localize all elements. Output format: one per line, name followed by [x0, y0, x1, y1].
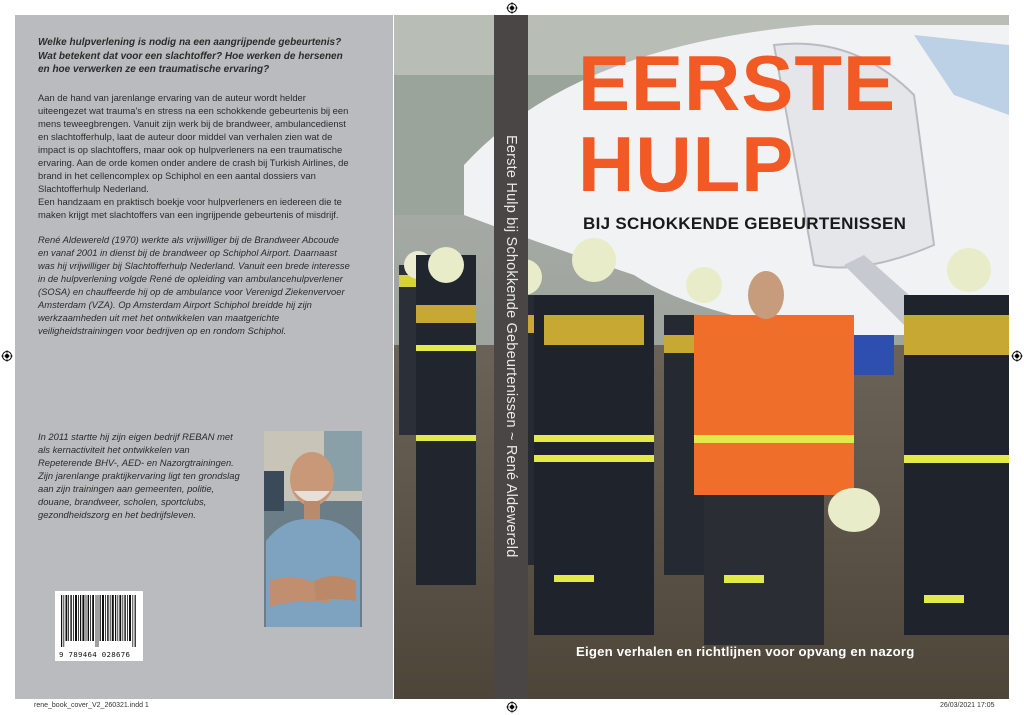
- registration-mark-icon: [506, 701, 518, 713]
- isbn-barcode: [55, 591, 143, 661]
- author-portrait: [264, 431, 362, 627]
- tagline: Eigen verhalen en richtlijnen voor opvang en nazorg: [576, 644, 915, 659]
- back-intro-2: Een handzaam en praktisch boekje voor hulpverleners en iedereen die te maken krijgt met slachtoffers van een ingrijpende gebeurtenis of misdrijf.: [38, 195, 342, 220]
- registration-mark-icon: [1011, 350, 1023, 362]
- registration-mark-icon: [1, 350, 13, 362]
- title-line-2: HULP: [578, 120, 795, 208]
- author-bio-2: In 2011 startte hij zijn eigen bedrijf REBAN met als kernactiviteit het ontwikkelen van Repeterende BHV-, AED- en Nazorgtrainingen. Zijn jarenlange praktijkervaring ligt ten grondslag aan zijn trainingen aan gemeenten, politie, douane, brandweer, scholen, sportclubs, gezondheidszorg en het bedrijfsleven.: [38, 431, 240, 520]
- back-lead: Welke hulpverlening is nodig na een aangrijpende gebeurtenis? Wat betekent dat voor een slachtoffer? Hoe werken de hersenen en hoe verwerken ze een traumatische ervaring?: [38, 37, 343, 75]
- slug-date: 26/03/2021 17:05: [940, 702, 995, 709]
- back-intro: Aan de hand van jarenlange ervaring van de auteur wordt helder uiteengezet wat trauma's en stress na een schokkende gebeurtenis bij een mens teweegbrengen. Vanuit zijn werk bij de brandweer, ambulancedienst en slachtofferhulp, laat de auteur door middel van verhalen zien wat de impact is op slachtoffers, maar ook op hulpverleners na een traumatische ervaring. Aan de orde komen onder andere de crash bij Turkish Airlines, de brand in het cellencomplex op Schiphol en een aantal dossiers van Slachtofferhulp Nederland.: [38, 91, 349, 194]
- isbn-number: 9 789464 028676: [59, 650, 131, 659]
- barcode-bars: [55, 591, 143, 649]
- slug-filename: rene_book_cover_V2_260321.indd 1: [34, 702, 149, 709]
- title-line-1: EERSTE: [578, 39, 897, 127]
- subtitle: BIJ SCHOKKENDE GEBEURTENISSEN: [583, 214, 907, 233]
- spine-title: Eerste Hulp bij Schokkende Gebeurtenissen ~ René Aldewereld: [503, 135, 519, 558]
- author-bio-1: René Aldewereld (1970) werkte als vrijwilliger bij de Brandweer Abcoude en vanaf 2001 in dienst bij de brandweer op Schiphol Airport. Daarnaast was hij vrijwilliger bij Slachtofferhulp Nederland. Vanuit een brede interesse in de hulpverlening volgde René de opleiding van ambulancehulpverlener (SOSA) en chauffeerde hij op de ambulance voor Verenigd Ziekenvervoer Amsterdam (VZA). Op Amsterdam Airport Schiphol breidde hij zijn werkzaamheden uit met het ontwikkelen van maatgerichte veiligheidstrainingen voor bedrijven op en rondom Schiphol.: [38, 233, 350, 336]
- back-cover-text: [38, 36, 350, 349]
- registration-mark-icon: [506, 2, 518, 14]
